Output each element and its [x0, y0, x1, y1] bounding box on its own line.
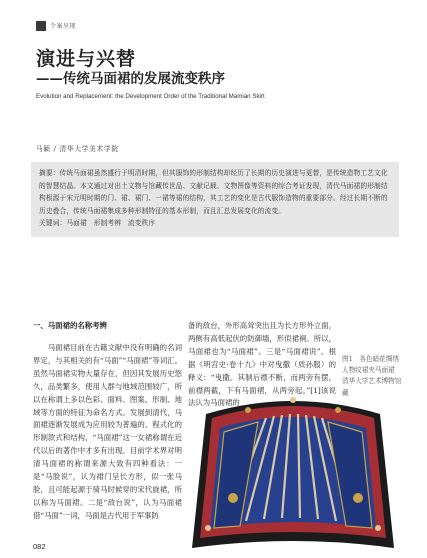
- figure-caption: 图1 各色暗花绸绣人物纹裙夹马面裙 清华大学艺术博物馆藏: [342, 355, 402, 397]
- body-column-left: [33, 342, 182, 523]
- abstract-text: 摘要：传统马面裙虽然盛行于明清时期，但其服饰的形制结构却经历了长期的历史演进与更替，是传统造物工艺文化的智慧结晶。本文通过对出土文物与馆藏传世品、文献记载、文物图像等资料的综合考证发现，清代马面裙的形制结构根源于宋元明时期的门、裙、裙门、一裙等裙的结构，其工艺的变化是古代服饰造物的重要部分。经过长期不断的历史叠合，传统马面裙集成多种形制特征的基本形制，而且汇总发展变化的流变。: [39, 169, 388, 215]
- journal-logo-icon: [36, 21, 46, 31]
- article-title: 演进与兴替: [36, 48, 137, 70]
- section-heading: 一、马面裙的名称考辨: [33, 321, 107, 330]
- keywords: 关键词：马面裙 形制考辨 流变秩序: [39, 219, 156, 228]
- mamian-skirt-photo: [188, 388, 398, 553]
- author-line: 马颖 / 清华大学美术学院: [36, 145, 119, 153]
- body-paragraph: 备的敌台，外形高耸突出且为长方形外立面，两侧有高低起伏的防御墙，形似裙裥。所以，马面裙也为“马面裙”。三是“马面裙说”。根据《明宫史·卷十九》中对曳撒（质孙服）的释义：“曳撒。其制后襟不断，而两旁有摆，前襟两截，下有马面褶，从两旁起。”[1]该说法认为马面裙的: [188, 321, 336, 408]
- abstract-box: [31, 162, 399, 237]
- section-label: 个案呈现: [50, 23, 77, 30]
- english-title: Evolution and Replacement: the Development Order of the Traditional Mamian Skirt: [36, 93, 265, 100]
- body-paragraph: 马面裙目前在古籍文献中没有明确的名词界定，与其相关的有“马面”“马面裙”等词汇。虽然马面裙实物大量存在，但因其发展历史悠久，品类繁多，使用人群与地域范围较广，所以在称谓上多以色彩、面料、图案、形制、地域等方面的特征为命名方式。发展到清代，马面裙逐渐发展成为应用较为普遍的、程式化的形制款式和结构，“马面裙”这一女裙称谓在近代以后的著作中才多有出现。目前学术界对明清马面裙的称谓来源大致有四种看法：一是“马脸说”，认为裙门呈长方形，似一张马脸，且可能起源于骑马时候穿的宋代旋裙，所以称为马面裙。二是“敌台说”，认为马面裙借“马面”一词，马面是古代用于军事防: [33, 343, 182, 520]
- article-subtitle: ——传统马面裙的发展流变秩序: [36, 71, 225, 87]
- page-number: 082: [33, 542, 46, 551]
